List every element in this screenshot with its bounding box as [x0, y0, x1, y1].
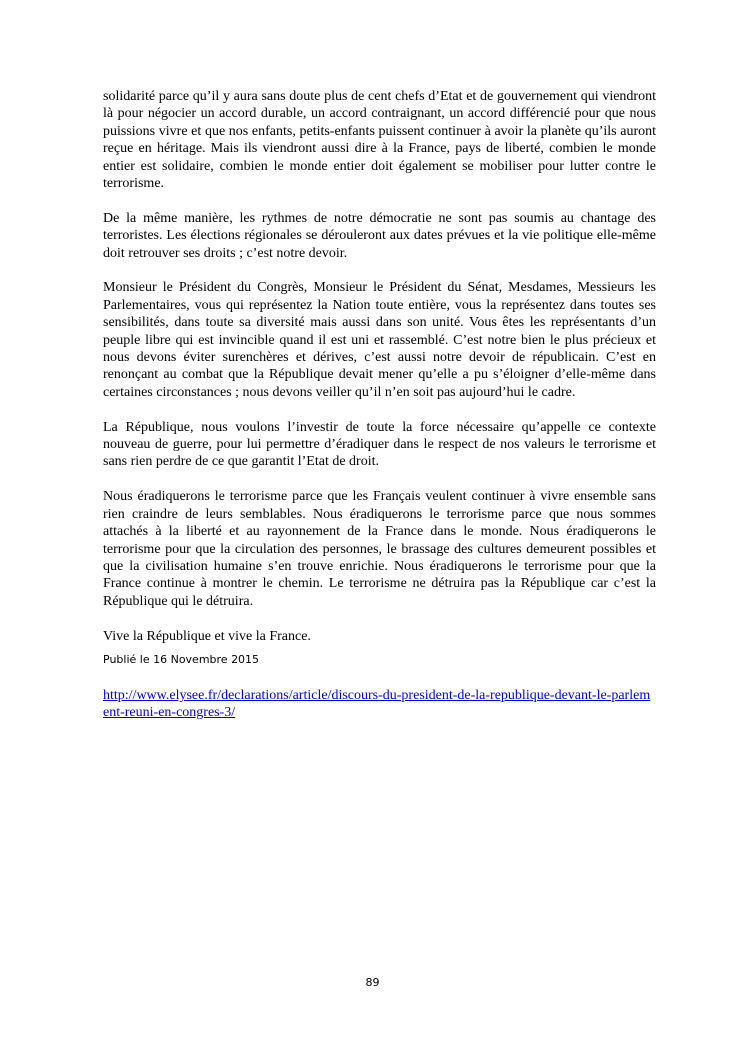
paragraph-democracy: De la même manière, les rythmes de notre démocratie ne sont pas soumis au chantage des terroristes. Les élections régionales se dérouleront aux dates prévues et la vie politique elle-même doit retrouver ses droits ; c’est notre devoir. [103, 210, 656, 261]
paragraph-republic: La République, nous voulons l’investir de toute la force nécessaire qu’appelle ce contexte nouveau de guerre, pour lui permettre d’éradiquer dans le respect de nos valeurs le terrorisme et sans rien perdre de ce que garantit l’Etat de droit. [103, 419, 656, 470]
paragraph-closing: Vive la République et vive la France. [103, 628, 311, 644]
paragraph-eradicate: Nous éradiquerons le terrorisme parce que les Français veulent continuer à vivre ensemble sans rien craindre de leurs semblables. Nous éradiquerons le terrorisme parce que nous sommes attachés à la liberté et au rayonnement de la France dans le monde. Nous éradiquerons le terrorisme pour que la circulation des personnes, le brassage des cultures demeurent possibles et que la civilisation humaine s’en trouve enrichie. Nous éradiquerons le terrorisme pour que la France continue à montrer le chemin. Le terrorisme ne détruira pas la République car c’est la République qui le détruira. [103, 489, 656, 609]
paragraph-parliament: Monsieur le Président du Congrès, Monsieur le Président du Sénat, Mesdames, Messieurs les Parlementaires, vous qui représentez la Nation toute entière, vous la représentez dans toutes ses sensibilités, dans toute sa diversité mais aussi dans son unité. Vous êtes les représentants d’un peuple libre qui est invincible quand il est uni et rassemblé. C’est notre bien le plus précieux et nous devons éviter surenchères et dérives, c’est aussi notre devoir de républicain. C’est en renonçant au combat que la République devait mener qu’elle a pu s’éloigner d’elle-même dans certaines circonstances ; nous devons veiller qu’il n’en soit pas aujourd’hui le cadre. [103, 280, 656, 400]
page-number: 89 [365, 976, 380, 989]
document-body [103, 88, 656, 722]
source-link[interactable]: http://www.elysee.fr/declarations/article/discours-du-president-de-la-republique-devant-le-parlement-reuni-en-congres-3/ [103, 687, 651, 721]
paragraph-solidarity: solidarité parce qu’il y aura sans doute plus de cent chefs d’Etat et de gouvernement qui viendront là pour négocier un accord durable, un accord contraignant, un accord différencié pour que nous puissions vivre et que nos enfants, petits-enfants puissent continuer à avoir la planète qu’ils auront reçue en héritage. Mais ils viendront aussi dire à la France, pays de liberté, combien le monde entier est solidaire, combien le monde entier doit également se mobiliser pour lutter contre le terrorisme. [103, 89, 656, 192]
publication-date: Publié le 16 Novembre 2015 [103, 652, 260, 666]
